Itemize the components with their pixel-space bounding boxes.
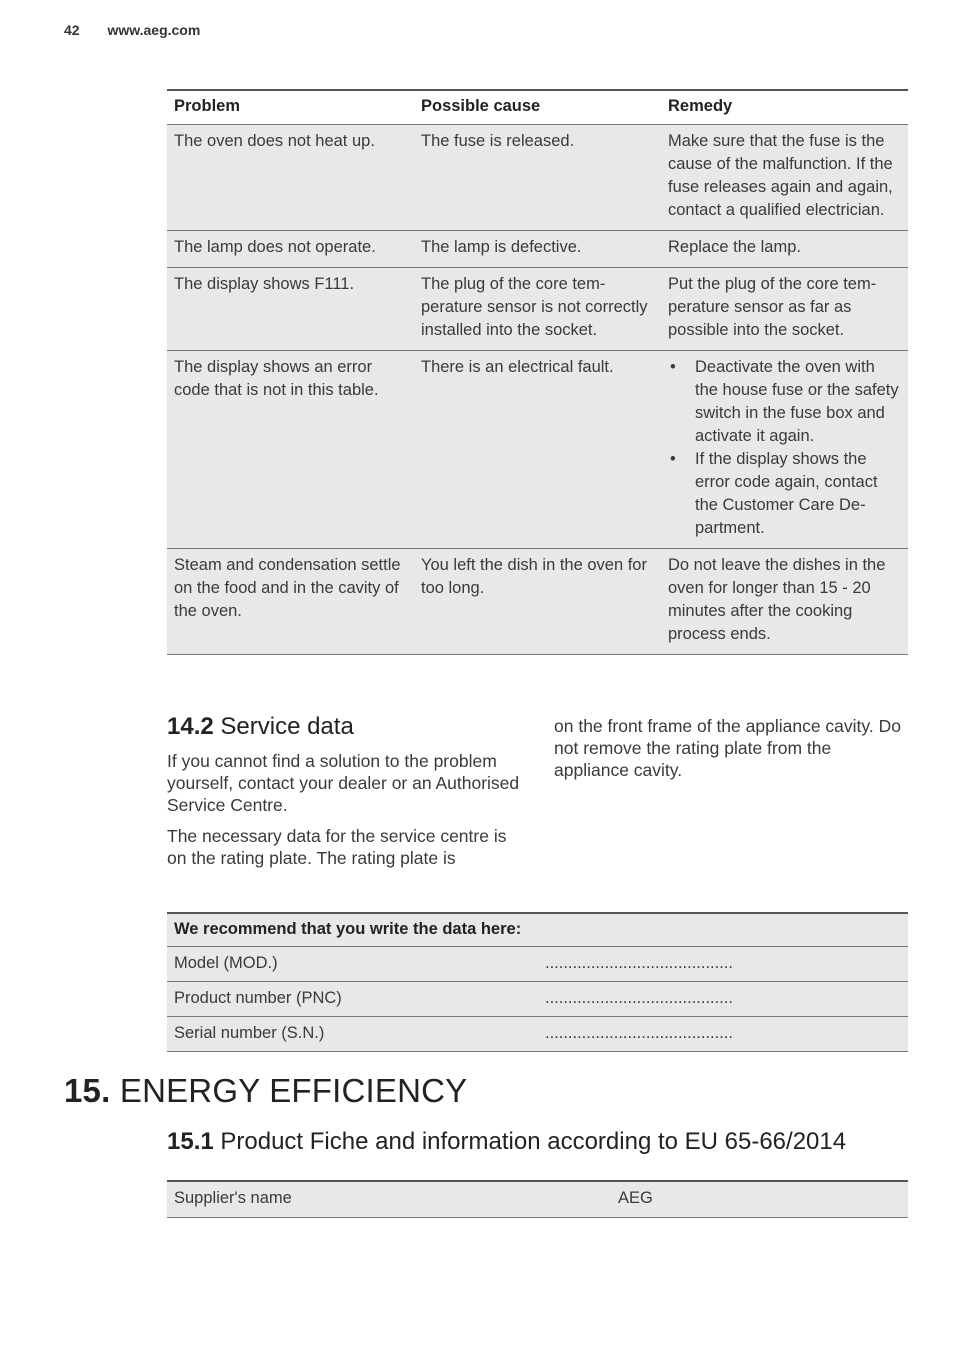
table-row [167,1181,908,1218]
service-right-column [554,715,908,790]
cause-cell: The lamp is defective. [414,231,661,268]
table-row [167,125,908,231]
table-row [167,549,908,655]
table-header-row [167,913,908,947]
cause-cell: You left the dish in the oven for too long. [414,549,661,655]
record-label: Serial number (S.N.) [167,1017,538,1052]
problem-cell: The display shows F111. [167,268,414,351]
chapter-title: ENERGY EFFICIENCY [119,1072,468,1109]
column-header-cause: Possible cause [414,90,661,125]
column-header-remedy: Remedy [661,90,908,125]
chapter-heading-energy-efficiency [64,1072,467,1110]
remedy-cell: Put the plug of the core temperature sensor as far as possible into the socket. [661,268,908,351]
table-row [167,982,908,1017]
section-title: Service data [220,713,354,740]
service-left-column [167,713,527,878]
problem-cell: The oven does not heat up. [167,125,414,231]
record-value: ......................................... [538,947,908,982]
record-value: ......................................... [538,982,908,1017]
fiche-value: AEG [611,1181,908,1218]
problem-cell: The display shows an error code that is not in this table. [167,351,414,549]
troubleshooting-table [167,89,908,655]
column-header-problem: Problem [167,90,414,125]
site-url: www.aeg.com [107,22,201,38]
cause-cell: The fuse is released. [414,125,661,231]
cause-cell: There is an electrical fault. [414,351,661,549]
remedy-list [668,356,901,540]
remedy-cell: Do not leave the dishes in the oven for longer than 15 - 20 minutes after the cooking process ends. [661,549,908,655]
record-data-table [167,912,908,1052]
section-heading-product-fiche [167,1128,846,1156]
table-row [167,268,908,351]
chapter-number: 15. [64,1072,111,1109]
page-number: 42 [64,22,80,38]
section-heading-service-data [167,713,527,741]
list-item: • Deactivate the oven with the house fuse or the safety switch in the fuse box and activate it again. [668,356,901,448]
table-row [167,351,908,549]
remedy-cell [661,351,908,549]
record-header: We recommend that you write the data here: [167,913,908,947]
problem-cell: The lamp does not operate. [167,231,414,268]
list-item: • If the display shows the error code again, contact the Customer Care Department. [668,448,901,540]
section-title: Product Fiche and information according to EU 65-66/2014 [220,1128,847,1155]
service-paragraph: The necessary data for the service centre is on the rating plate. The rating plate is [167,826,507,868]
record-label: Product number (PNC) [167,982,538,1017]
table-row [167,231,908,268]
product-fiche-table [167,1180,908,1218]
page-header [64,22,200,38]
fiche-label: Supplier's name [167,1181,611,1218]
cause-cell: The plug of the core temperature sensor is not correctly installed into the socket. [414,268,661,351]
section-number: 15.1 [167,1128,214,1155]
section-number: 14.2 [167,713,214,740]
service-paragraph: If you cannot find a solution to the problem yourself, contact your dealer or an Authorised Service Centre. [167,751,520,815]
remedy-cell: Make sure that the fuse is the cause of the malfunction. If the fuse releases again and again, contact a qualified electrician. [661,125,908,231]
service-paragraph: on the front frame of the appliance cavity. Do not remove the rating plate from the appliance cavity. [554,716,901,780]
remedy-cell: Replace the lamp. [661,231,908,268]
table-row [167,1017,908,1052]
problem-cell: Steam and condensation settle on the food and in the cavity of the oven. [167,549,414,655]
table-header-row [167,90,908,125]
table-row [167,947,908,982]
record-label: Model (MOD.) [167,947,538,982]
record-value: ......................................... [538,1017,908,1052]
